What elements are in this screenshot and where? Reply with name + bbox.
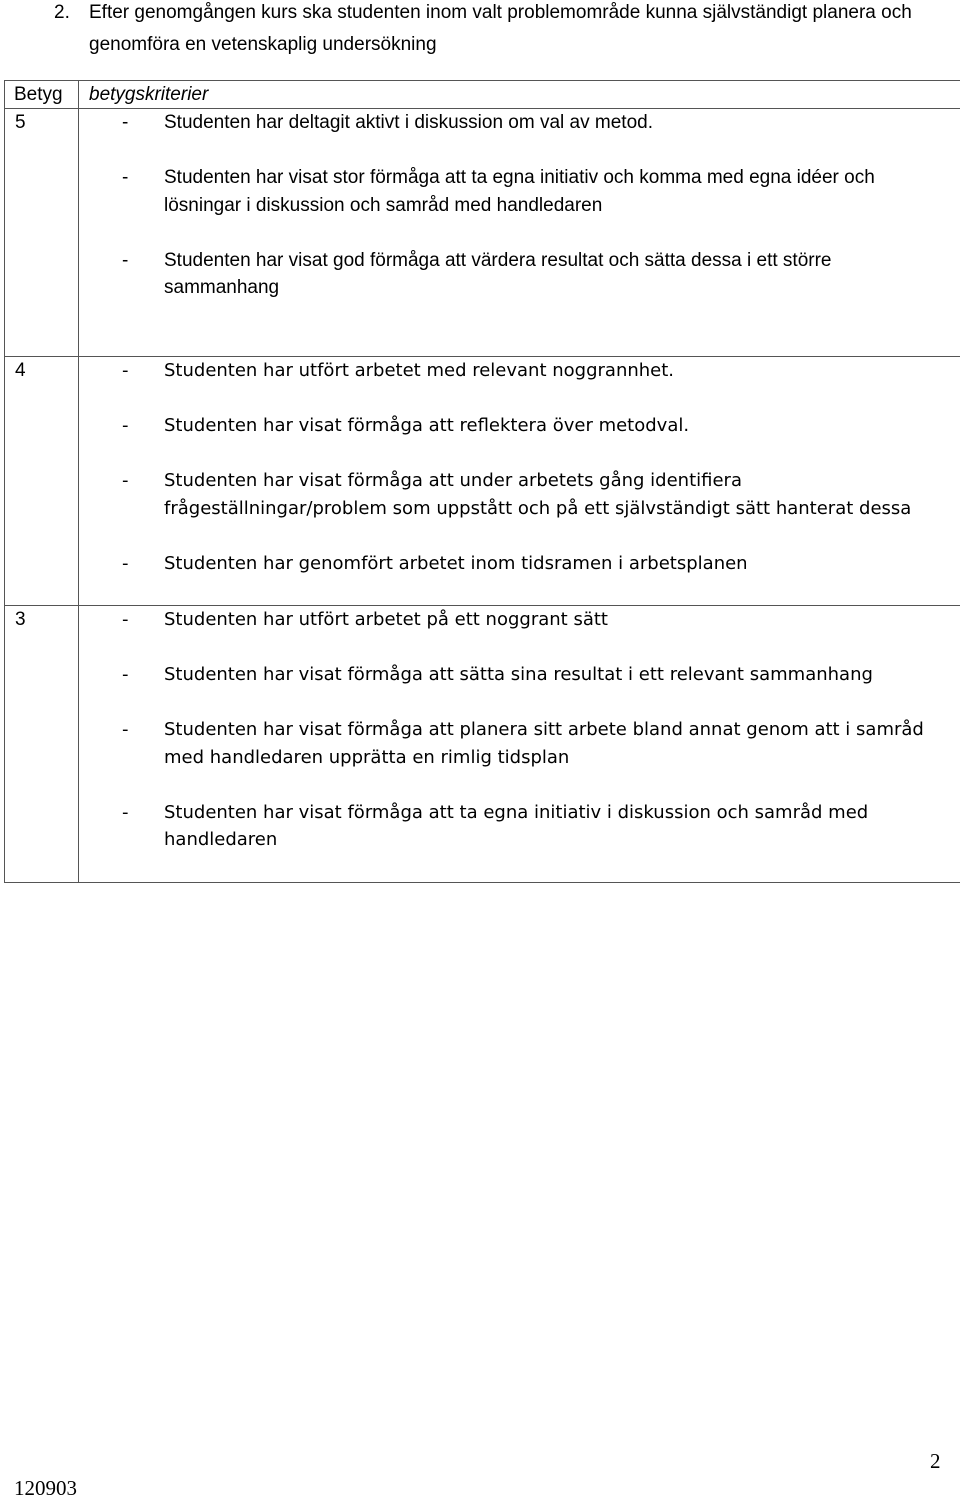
criteria-text: Studenten har visat förmåga att reflektera över metodval.	[164, 415, 689, 436]
criteria-item	[79, 164, 960, 219]
bullet-dash: -	[122, 109, 128, 137]
criteria-item	[79, 799, 960, 854]
criteria-text: Studenten har visat förmåga att ta egna initiativ i diskussion och samråd med handledaren	[164, 802, 868, 851]
bullet-dash: -	[122, 606, 129, 634]
criteria-text: Studenten har visat god förmåga att värdera resultat och sätta dessa i ett större sammanhang	[164, 250, 831, 299]
table-row-grade-4	[5, 357, 960, 606]
grade-cell: 4	[5, 357, 79, 606]
criteria-text: Studenten har genomfört arbetet inom tidsramen i arbetsplanen	[164, 553, 748, 574]
bullet-dash: -	[122, 799, 129, 827]
criteria-item	[79, 247, 960, 302]
header-grade: Betyg	[5, 81, 79, 109]
criteria-item	[79, 716, 960, 771]
criteria-item	[79, 109, 960, 137]
criteria-text: Studenten har visat förmåga att planera sitt arbete bland annat genom att i samråd med handledaren upprätta en rimlig tidsplan	[164, 719, 924, 768]
table-row-grade-5	[5, 109, 960, 357]
bullet-dash: -	[122, 467, 129, 495]
criteria-item	[79, 412, 960, 440]
criteria-text: Studenten har utfört arbetet med relevant noggrannhet.	[164, 360, 674, 381]
criteria-list	[79, 109, 960, 302]
criteria-item	[79, 606, 960, 634]
criteria-item	[79, 467, 960, 522]
bullet-dash: -	[122, 550, 129, 578]
criteria-cell	[79, 606, 960, 883]
criteria-text: Studenten har visat förmåga att under arbetets gång identifiera frågeställningar/problem som uppstått och på ett självständigt sätt hanterat dessa	[164, 470, 911, 519]
criteria-text: Studenten har visat stor förmåga att ta egna initiativ och komma med egna idéer och lösningar i diskussion och samråd med handledaren	[164, 167, 875, 216]
criteria-text: Studenten har visat förmåga att sätta sina resultat i ett relevant sammanhang	[164, 664, 873, 685]
criteria-cell	[79, 109, 960, 357]
bullet-dash: -	[122, 661, 129, 689]
criteria-item	[79, 661, 960, 689]
bullet-dash: -	[122, 716, 129, 744]
criteria-cell	[79, 357, 960, 606]
page-number: 2	[930, 1448, 941, 1474]
table-row-grade-3	[5, 606, 960, 883]
footer-date-code: 120903	[14, 1475, 77, 1501]
bullet-dash: -	[122, 164, 128, 192]
table-header-row	[5, 81, 960, 109]
criteria-text: Studenten har deltagit aktivt i diskussion om val av metod.	[164, 112, 653, 133]
criteria-item	[79, 357, 960, 385]
grade-cell: 3	[5, 606, 79, 883]
bullet-dash: -	[122, 412, 129, 440]
criteria-list	[79, 606, 960, 854]
bullet-dash: -	[122, 247, 128, 275]
criteria-text: Studenten har utfört arbetet på ett noggrant sätt	[164, 609, 608, 630]
criteria-list	[79, 357, 960, 577]
criteria-item	[79, 550, 960, 578]
header-criteria: betygskriterier	[79, 81, 960, 109]
grade-cell: 5	[5, 109, 79, 357]
grading-criteria-table	[4, 80, 960, 883]
bullet-dash: -	[122, 357, 129, 385]
objective-number: 2.	[54, 0, 70, 29]
objective-text: Efter genomgången kurs ska studenten inom valt problemområde kunna självständigt planera och genomföra en vetenskaplig undersökning	[89, 0, 949, 61]
